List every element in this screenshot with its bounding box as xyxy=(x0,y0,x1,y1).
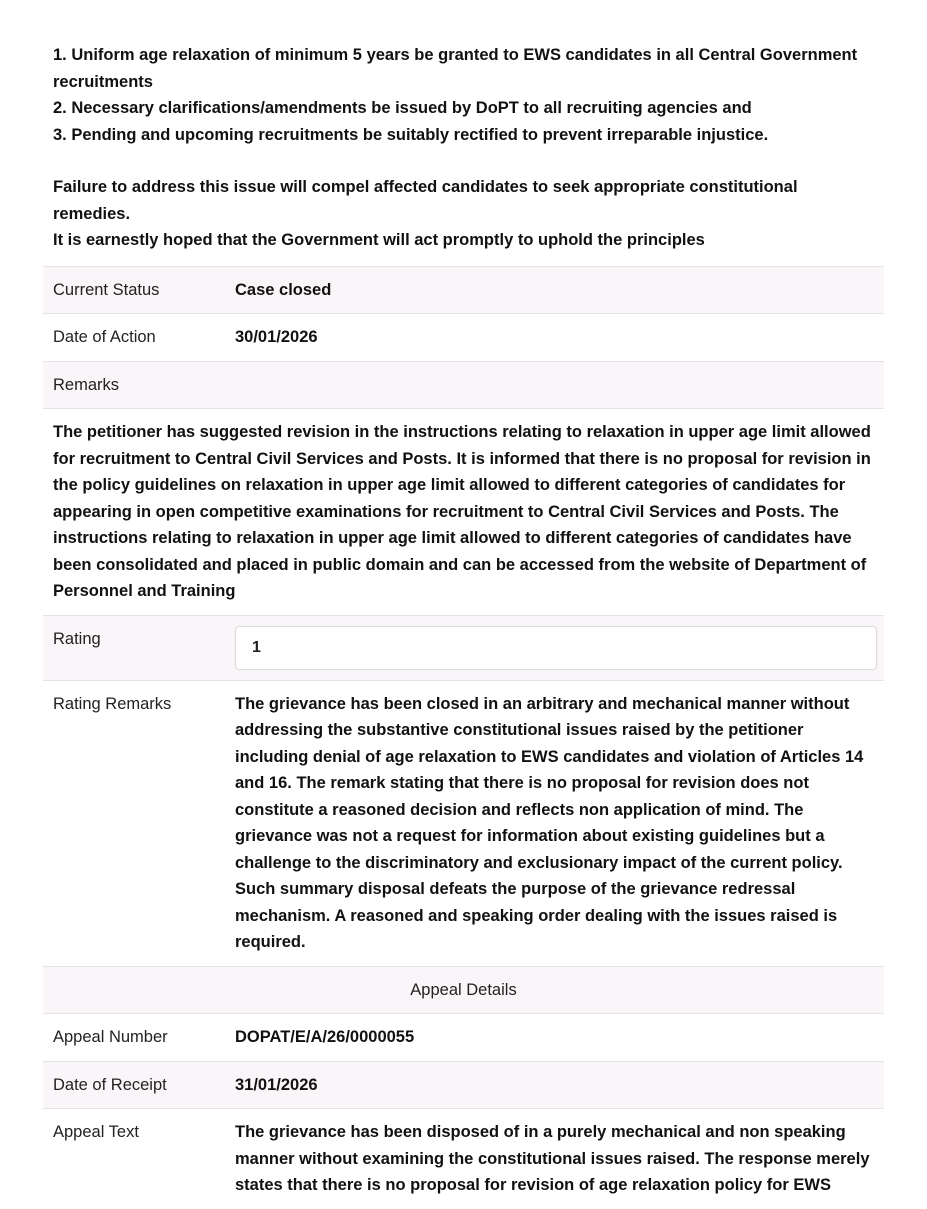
rating-label: Rating xyxy=(53,629,101,648)
rating-remarks-text: The grievance has been closed in an arbitrary and mechanical manner without addressing the substantive constitutional issues raised by the petitioner including denial of age relaxation to EWS candidates and violation of Articles 14 and 16. The remark stating that there is no proposal for revision does not constitute a reasoned decision and reflects non application of mind. The grievance was not a request for information about existing guidelines but a challenge to the discriminatory and exclusionary impact of the current policy. Such summary disposal defeats the purpose of the grievance redressal mechanism. A reasoned and speaking order dealing with the issues raised is required. xyxy=(235,694,864,951)
grievance-request-text xyxy=(43,0,884,266)
closing-line-1: Failure to address this issue will compel affected candidates to seek appropriate constitutional remedies. xyxy=(53,178,798,223)
current-status-value: Case closed xyxy=(235,280,332,299)
rating-row xyxy=(43,615,884,680)
remarks-row xyxy=(43,361,884,409)
appeal-text-value: The grievance has been disposed of in a purely mechanical and non speaking manner without examining the constitutional issues raised. The response merely states that there is no proposal for revision of age relaxation policy for EWS xyxy=(235,1123,870,1194)
date-of-receipt-row xyxy=(43,1061,884,1109)
date-of-action-row xyxy=(43,313,884,361)
appeal-text-label: Appeal Text xyxy=(53,1123,139,1141)
current-status-label: Current Status xyxy=(53,280,160,299)
date-of-action-label: Date of Action xyxy=(53,328,156,346)
request-point-2: 2. Necessary clarifications/amendments be issued by DoPT to all recruiting agencies and xyxy=(53,99,752,117)
appeal-number-label: Appeal Number xyxy=(53,1028,168,1046)
rating-remarks-row xyxy=(43,680,884,966)
date-of-receipt-value: 31/01/2026 xyxy=(235,1075,318,1094)
grievance-details xyxy=(43,0,884,1209)
appeal-text-row xyxy=(43,1108,884,1209)
rating-field[interactable]: 1 xyxy=(235,626,877,670)
closing-line-2: It is earnestly hoped that the Government will act promptly to uphold the principles xyxy=(53,231,705,249)
remarks-text: The petitioner has suggested revision in the instructions relating to relaxation in upper age limit allowed for recruitment to Central Civil Services and Posts. It is informed that there is no proposal for revision in the policy guidelines on relaxation in upper age limit allowed to different categories of candidates for appearing in open competitive examinations for recruitment to Central Civil Services and Posts. The instructions relating to relaxation in upper age limit allowed to different categories of candidates have been consolidated and placed in public domain and can be accessed from the website of Department of Personnel and Training xyxy=(43,408,884,615)
appeal-number-value: DOPAT/E/A/26/0000055 xyxy=(235,1028,415,1046)
appeal-number-row xyxy=(43,1013,884,1061)
request-point-3: 3. Pending and upcoming recruitments be suitably rectified to prevent irreparable injustice. xyxy=(53,125,769,144)
current-status-row xyxy=(43,266,884,314)
rating-remarks-label: Rating Remarks xyxy=(53,694,172,713)
date-of-action-value: 30/01/2026 xyxy=(235,328,318,346)
date-of-receipt-label: Date of Receipt xyxy=(53,1075,167,1094)
remarks-label: Remarks xyxy=(53,375,120,394)
appeal-details-heading: Appeal Details xyxy=(43,966,884,1014)
request-point-1: 1. Uniform age relaxation of minimum 5 years be granted to EWS candidates in all Central Government recruitments xyxy=(53,46,858,91)
